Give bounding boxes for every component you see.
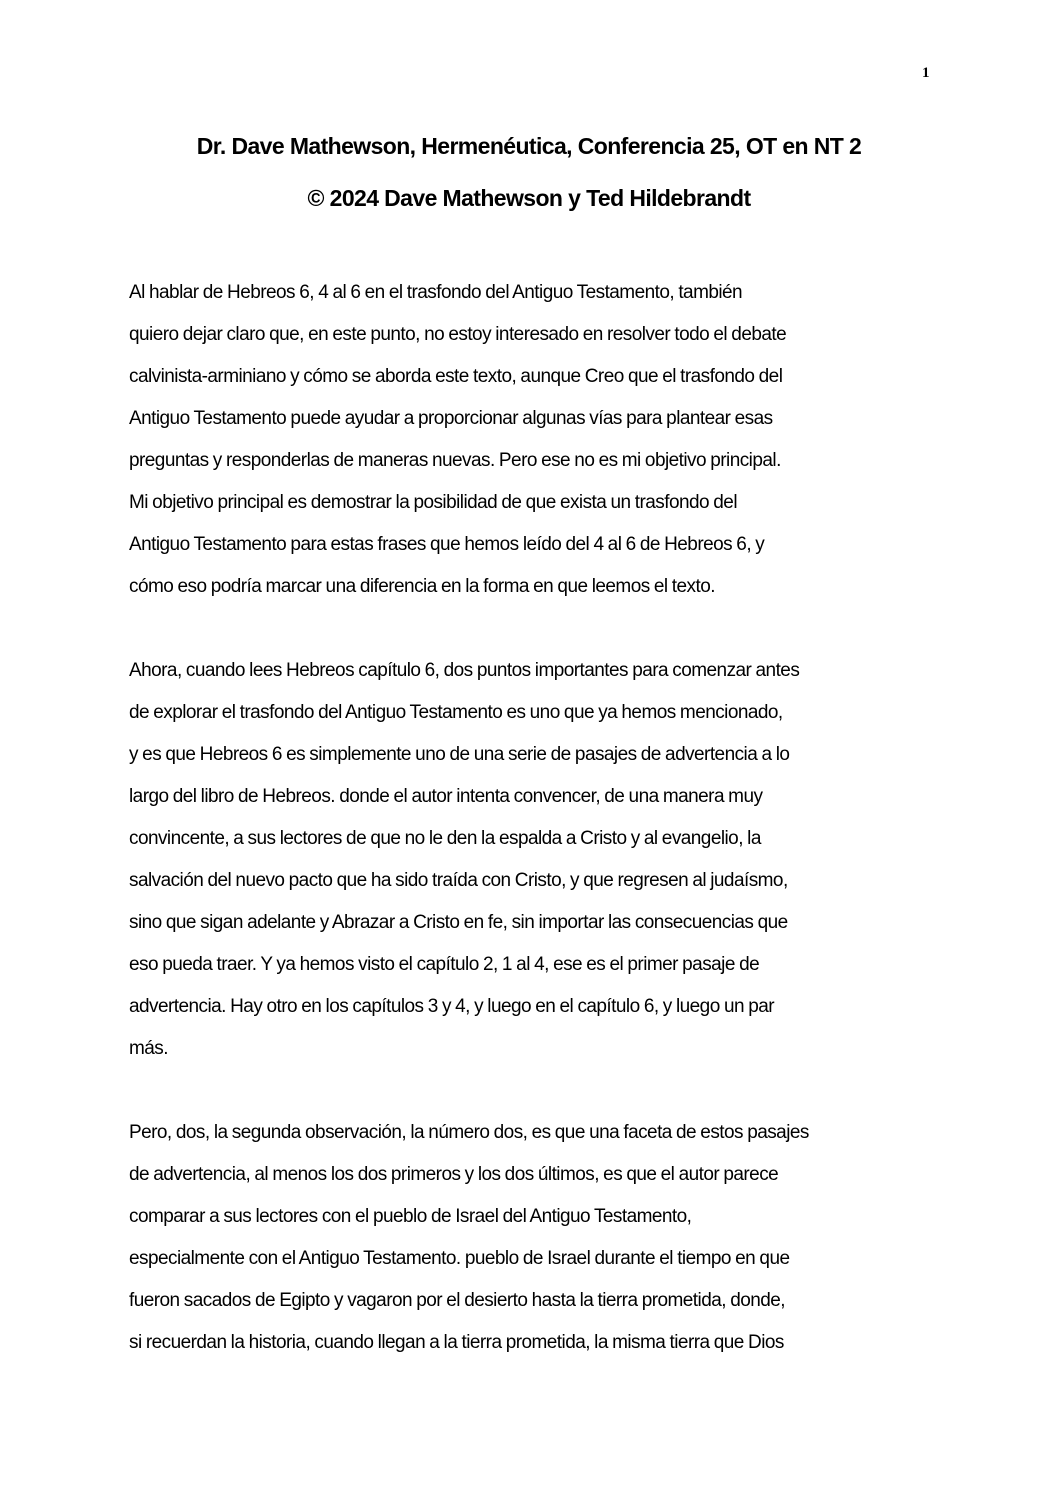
text-line: advertencia. Hay otro en los capítulos 3 y 4, y luego en el capítulo 6, y luego un par	[129, 996, 775, 1017]
paragraph-3	[129, 1112, 939, 1364]
text-line: de advertencia, al menos los dos primeros y los dos últimos, es que el autor parece	[129, 1164, 779, 1185]
page-number: 1	[922, 65, 930, 81]
text-line: quiero dejar claro que, en este punto, no estoy interesado en resolver todo el debate	[129, 324, 787, 345]
text-line: de explorar el trasfondo del Antiguo Testamento es uno que ya hemos mencionado,	[129, 702, 783, 723]
text-line: si recuerdan la historia, cuando llegan a la tierra prometida, la misma tierra que Dios	[129, 1332, 784, 1353]
text-line: más.	[129, 1038, 168, 1059]
text-line: largo del libro de Hebreos. donde el autor intenta convencer, de una manera muy	[129, 786, 763, 807]
text-line: y es que Hebreos 6 es simplemente uno de una serie de pasajes de advertencia a lo	[129, 744, 790, 765]
text-line: convincente, a sus lectores de que no le den la espalda a Cristo y al evangelio, la	[129, 828, 761, 849]
paragraph-1	[129, 272, 939, 608]
copyright-line: © 2024 Dave Mathewson y Ted Hildebrandt	[307, 185, 751, 211]
paragraph-spacer	[129, 1070, 939, 1112]
text-line: especialmente con el Antiguo Testamento. pueblo de Israel durante el tiempo en que	[129, 1248, 790, 1269]
text-line: Antiguo Testamento para estas frases que hemos leído del 4 al 6 de Hebreos 6, y	[129, 534, 765, 555]
document-body	[129, 272, 939, 1364]
text-line: Pero, dos, la segunda observación, la número dos, es que una faceta de estos pasajes	[129, 1122, 809, 1143]
text-line: preguntas y responderlas de maneras nuevas. Pero ese no es mi objetivo principal.	[129, 450, 781, 471]
text-line: salvación del nuevo pacto que ha sido traída con Cristo, y que regresen al judaísmo,	[129, 870, 788, 891]
text-line: comparar a sus lectores con el pueblo de Israel del Antiguo Testamento,	[129, 1206, 692, 1227]
text-line: Al hablar de Hebreos 6, 4 al 6 en el trasfondo del Antiguo Testamento, también	[129, 282, 743, 303]
text-line: Ahora, cuando lees Hebreos capítulo 6, dos puntos importantes para comenzar antes	[129, 660, 800, 681]
text-line: fueron sacados de Egipto y vagaron por el desierto hasta la tierra prometida, donde,	[129, 1290, 786, 1311]
document-title: Dr. Dave Mathewson, Hermenéutica, Conferencia 25, OT en NT 2	[196, 133, 862, 159]
text-line: cómo eso podría marcar una diferencia en la forma en que leemos el texto.	[129, 576, 715, 597]
text-line: Antiguo Testamento puede ayudar a proporcionar algunas vías para plantear esas	[129, 408, 773, 429]
paragraph-2	[129, 650, 939, 1070]
text-line: eso pueda traer. Y ya hemos visto el capítulo 2, 1 al 4, ese es el primer pasaje de	[129, 954, 760, 975]
text-line: sino que sigan adelante y Abrazar a Cristo en fe, sin importar las consecuencias que	[129, 912, 788, 933]
text-line: calvinista-arminiano y cómo se aborda este texto, aunque Creo que el trasfondo del	[129, 366, 783, 387]
paragraph-spacer	[129, 608, 939, 650]
text-line: Mi objetivo principal es demostrar la posibilidad de que exista un trasfondo del	[129, 492, 737, 513]
